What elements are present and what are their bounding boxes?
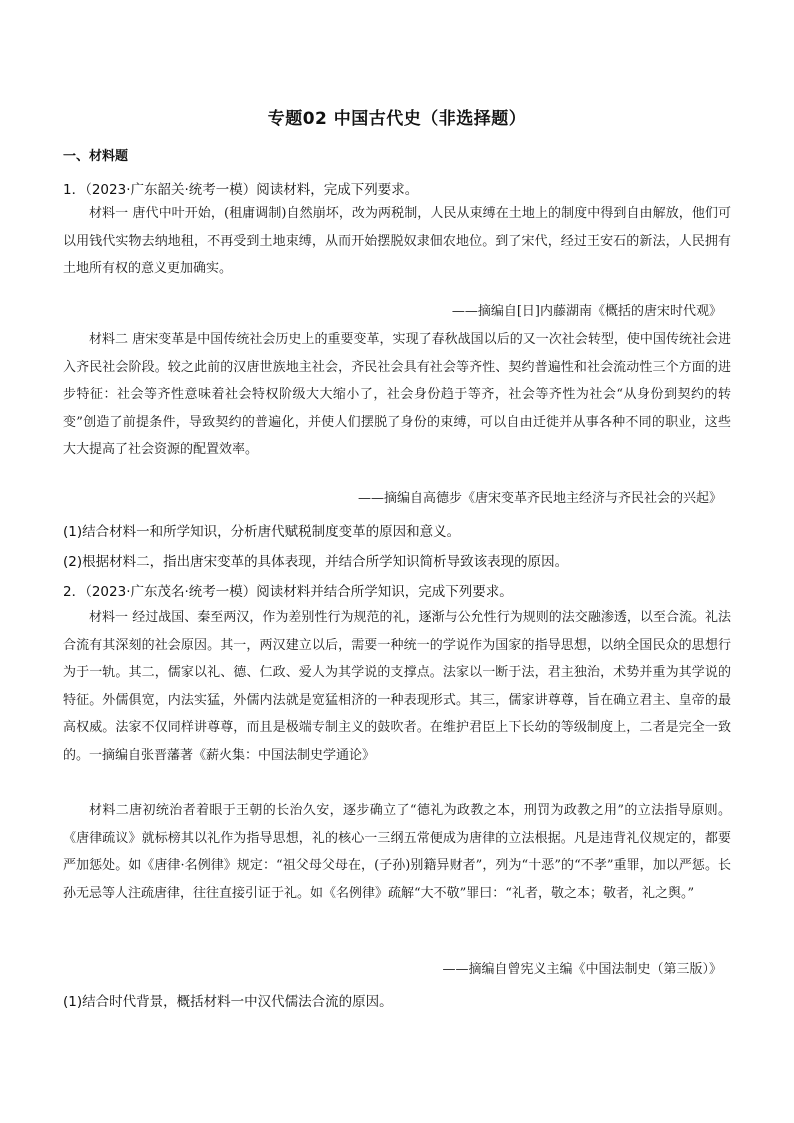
question-2-stem: 2．（2023·广东茂名·统考一模）阅读材料并结合所学知识，完成下列要求。 (63, 584, 513, 600)
material-text: 材料二唐初统治者着眼于王朝的长治久安，逐步确立了“德礼为政教之本，刑罚为政教之用”的立法指导原则。《唐律疏议》就标榜其以礼作为指导思想，礼的核心一三纲五常便成为唐律的立法根据。凡是违背礼仪规定的，都要严加惩处。如《唐律·名例律》规定：“祖父母父母在，(子孙)别籍异财者”，列为“十恶”的“不孝”重罪，加以严惩。长孙无忌等人注疏唐律，往往直接引证于礼。如《名例律》疏解“大不敬”罪曰：“礼者，敬之本；敬者，礼之舆。” (63, 803, 731, 901)
material-text: 材料二 唐宋变革是中国传统社会历史上的重要变革，实现了春秋战国以后的又一次社会转型，使中国传统社会进入齐民社会阶段。较之此前的汉唐世族地主社会，齐民社会具有社会等齐性、契约普遍性和社会流动性三个方面的进步特征：社会等齐性意味着社会特权阶级大大缩小了，社会身份趋于等齐，社会等齐性为社会“从身份到契约的转变”创造了前提条件，导致契约的普遍化，并使人们摆脱了身份的束缚，可以自由迁徙并从事各种不同的职业，这些大大提高了社会资源的配置效率。 (63, 332, 731, 458)
question-2-material-2 (63, 797, 731, 907)
question-2-subquestion-1: (1)结合时代背景，概括材料一中汉代儒法合流的原因。 (63, 994, 393, 1010)
question-2-material-1 (63, 604, 731, 770)
material-text: 材料一 经过战国、秦至两汉，作为差别性行为规范的礼，逐渐与公允性行为规则的法交融渗透，以至合流。礼法合流有其深刻的社会原因。其一，两汉建立以后，需要一种统一的学说作为国家的指导思想，以纳全国民众的思想行为于一轨。其二，儒家以礼、德、仁政、爱人为其学说的支撑点。法家以一断于法，君主独治，术势并重为其学说的特征。外儒俱宽，内法实猛，外儒内法就是宽猛相济的一种表现形式。其三，儒家讲尊尊，旨在确立君主、皇帝的最高权威。法家不仅同样讲尊尊，而且是极端专制主义的鼓吹者。在维护君臣上下长幼的等级制度上，二者是完全一致的。一摘编自张晋藩著《薪火集：中国法制史学通论》 (63, 610, 731, 763)
question-1-source-1: ——摘编自[日]内藤湖南《概括的唐宋时代观》 (451, 304, 722, 319)
question-1-source-2: ——摘编自高德步《唐宋变革齐民地主经济与齐民社会的兴起》 (357, 491, 722, 506)
material-text: 材料一 唐代中叶开始，(租庸调制)自然崩坏，改为两税制，人民从束缚在土地上的制度中得到自由解放，他们可以用钱代实物去纳地租，不再受到土地束缚，从而开始摆脱奴隶佃农地位。到了宋代，经过王安石的新法，人民拥有土地所有权的意义更加确实。 (63, 206, 731, 277)
question-1-subquestion-1: (1)结合材料一和所学知识，分析唐代赋税制度变革的原因和意义。 (63, 524, 461, 540)
section-heading: 一、材料题 (63, 149, 129, 164)
question-1-material-1 (63, 200, 731, 283)
question-1-material-2 (63, 326, 731, 464)
page-title: 专题02 中国古代史（非选择题） (267, 109, 527, 129)
question-2-source-2: ——摘编自曾宪义主编《中国法制史（第三版）》 (442, 962, 722, 977)
question-1-stem: 1．（2023·广东韶关·统考一模）阅读材料，完成下列要求。 (63, 182, 419, 198)
question-1-subquestion-2: (2)根据材料二，指出唐宋变革的具体表现，并结合所学知识简析导致该表现的原因。 (63, 554, 569, 570)
